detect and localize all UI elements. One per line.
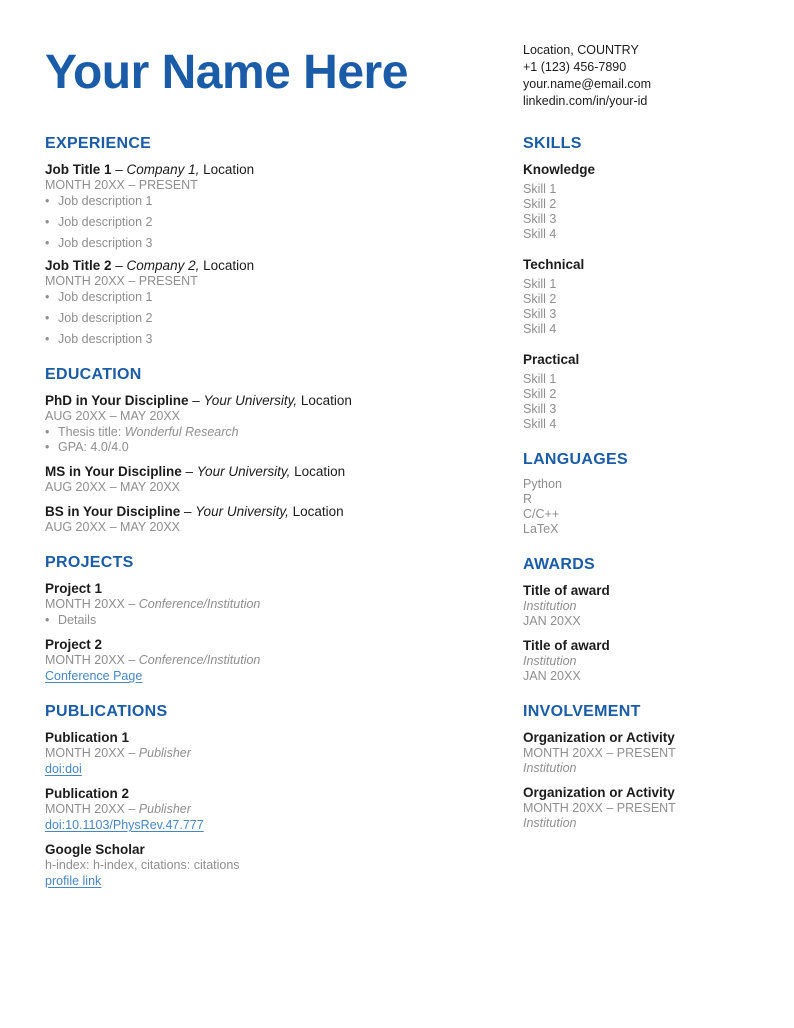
doi-link[interactable]: doi:10.1103/PhysRev.47.777 bbox=[45, 818, 204, 832]
list-item bbox=[45, 290, 460, 305]
job-title: Job Title 1 bbox=[45, 162, 112, 177]
job-bullet-list bbox=[45, 290, 460, 347]
degree-bullet-list bbox=[45, 425, 460, 455]
section-involvement bbox=[523, 702, 760, 831]
project-title: Project 1 bbox=[45, 581, 103, 596]
involvement-dates: MONTH 20XX – PRESENT bbox=[523, 801, 676, 815]
skill-item: Skill 1 bbox=[523, 372, 557, 386]
skill-item: Skill 1 bbox=[523, 277, 557, 291]
award-title-line bbox=[523, 637, 760, 654]
title-separator: – bbox=[181, 464, 197, 479]
skill-item: Skill 4 bbox=[523, 227, 557, 241]
section-languages bbox=[523, 450, 760, 537]
conference-page-link[interactable]: Conference Page bbox=[45, 669, 143, 683]
job-description: Job description 2 bbox=[58, 311, 153, 325]
job-title: Job Title 2 bbox=[45, 258, 112, 273]
bullet-icon: • bbox=[45, 215, 50, 229]
job-description: Job description 1 bbox=[58, 290, 153, 304]
publication-title-line bbox=[45, 785, 460, 802]
section-publications bbox=[45, 702, 460, 889]
link-line bbox=[45, 668, 460, 684]
skill-item: Skill 2 bbox=[523, 197, 557, 211]
skill-item: Skill 4 bbox=[523, 322, 557, 336]
degree-location: Location bbox=[297, 393, 352, 408]
doi-link[interactable]: doi:doi bbox=[45, 762, 82, 776]
project-dates: MONTH 20XX – bbox=[45, 597, 139, 611]
thesis-label: Thesis title: bbox=[58, 425, 125, 439]
degree-location: Location bbox=[290, 464, 346, 479]
scholar-title: Google Scholar bbox=[45, 842, 145, 857]
skill-group bbox=[523, 161, 760, 242]
degree-title: MS in Your Discipline bbox=[45, 464, 182, 479]
project-title-line bbox=[45, 636, 460, 653]
content-columns bbox=[45, 134, 760, 897]
involvement-dates: MONTH 20XX – PRESENT bbox=[523, 746, 676, 760]
contact-phone: +1 (123) 456-7890 bbox=[523, 60, 627, 74]
job-location: Location bbox=[199, 258, 255, 273]
page-title: Your Name Here bbox=[45, 46, 408, 99]
publication-title: Publication 1 bbox=[45, 730, 130, 745]
right-column bbox=[523, 134, 760, 897]
project-detail: Details bbox=[58, 613, 97, 627]
award-title: Title of award bbox=[523, 638, 610, 653]
link-line bbox=[45, 761, 460, 777]
award-entry bbox=[523, 637, 760, 684]
job-description: Job description 3 bbox=[58, 236, 153, 250]
project-venue: Conference/Institution bbox=[138, 653, 261, 667]
gpa-value: GPA: 4.0/4.0 bbox=[58, 440, 129, 454]
publication-entry bbox=[45, 729, 460, 777]
award-date: JAN 20XX bbox=[523, 614, 581, 628]
award-title-line bbox=[523, 582, 760, 599]
degree-dates: AUG 20XX – MAY 20XX bbox=[45, 480, 181, 494]
project-title: Project 2 bbox=[45, 637, 103, 652]
publication-publisher: Publisher bbox=[138, 802, 191, 816]
section-skills bbox=[523, 134, 760, 432]
skill-item: Skill 1 bbox=[523, 182, 557, 196]
degree-title-line bbox=[45, 392, 460, 409]
publication-meta bbox=[45, 802, 460, 817]
degree-university: Your University, bbox=[203, 393, 298, 408]
publications-heading: PUBLICATIONS bbox=[45, 703, 168, 720]
contact-linkedin: linkedin.com/in/your-id bbox=[523, 94, 648, 108]
bullet-icon: • bbox=[45, 332, 50, 346]
experience-heading: EXPERIENCE bbox=[45, 135, 152, 152]
bullet-icon: • bbox=[45, 425, 50, 439]
degree-entry bbox=[45, 503, 460, 535]
language-item: Python bbox=[523, 477, 562, 491]
involvement-heading: INVOLVEMENT bbox=[523, 703, 641, 720]
link-line bbox=[45, 817, 460, 833]
section-experience bbox=[45, 134, 460, 347]
title-separator: – bbox=[111, 258, 127, 273]
languages-heading: LANGUAGES bbox=[523, 451, 628, 468]
degree-location: Location bbox=[288, 504, 344, 519]
project-title-line bbox=[45, 580, 460, 597]
skill-group-name: Technical bbox=[523, 257, 585, 272]
section-education bbox=[45, 365, 460, 535]
skill-item: Skill 3 bbox=[523, 212, 557, 226]
project-dates: MONTH 20XX – bbox=[45, 653, 139, 667]
list-item bbox=[45, 311, 460, 326]
skills-heading: SKILLS bbox=[523, 135, 582, 152]
involvement-institution: Institution bbox=[523, 761, 577, 775]
header bbox=[45, 40, 760, 110]
involvement-title-line bbox=[523, 784, 760, 801]
list-item bbox=[45, 440, 460, 455]
degree-university: Your University, bbox=[195, 504, 289, 519]
degree-title: BS in Your Discipline bbox=[45, 504, 181, 519]
publication-entry bbox=[45, 785, 460, 833]
awards-heading: AWARDS bbox=[523, 556, 596, 573]
title-separator: – bbox=[111, 162, 127, 177]
degree-dates: AUG 20XX – MAY 20XX bbox=[45, 409, 181, 423]
job-description: Job description 3 bbox=[58, 332, 153, 346]
skill-group bbox=[523, 256, 760, 337]
publication-dates: MONTH 20XX – bbox=[45, 746, 139, 760]
job-dates: MONTH 20XX – PRESENT bbox=[45, 178, 198, 192]
award-institution: Institution bbox=[523, 654, 577, 668]
publication-publisher: Publisher bbox=[138, 746, 191, 760]
degree-title: PhD in Your Discipline bbox=[45, 393, 189, 408]
project-entry bbox=[45, 636, 460, 684]
award-date: JAN 20XX bbox=[523, 669, 581, 683]
publication-title: Publication 2 bbox=[45, 786, 130, 801]
language-item: C/C++ bbox=[523, 507, 560, 521]
link-line bbox=[45, 873, 460, 889]
bullet-icon: • bbox=[45, 440, 50, 454]
bullet-icon: • bbox=[45, 236, 50, 250]
education-heading: EDUCATION bbox=[45, 366, 142, 383]
skill-group-name: Practical bbox=[523, 352, 580, 367]
involvement-entry bbox=[523, 729, 760, 776]
job-title-line bbox=[45, 161, 460, 178]
scholar-title-line bbox=[45, 841, 460, 858]
bullet-icon: • bbox=[45, 311, 50, 325]
scholar-stats: h-index: h-index, citations: citations bbox=[45, 858, 240, 872]
degree-entry bbox=[45, 392, 460, 455]
bullet-icon: • bbox=[45, 194, 50, 208]
project-entry bbox=[45, 580, 460, 628]
project-meta bbox=[45, 597, 460, 612]
title-separator: – bbox=[180, 504, 196, 519]
involvement-entry bbox=[523, 784, 760, 831]
projects-heading: PROJECTS bbox=[45, 554, 134, 571]
contact-email: your.name@email.com bbox=[523, 77, 652, 91]
list-item bbox=[45, 215, 460, 230]
project-bullet-list bbox=[45, 613, 460, 628]
degree-university: Your University, bbox=[196, 464, 291, 479]
job-description: Job description 2 bbox=[58, 215, 153, 229]
section-projects bbox=[45, 553, 460, 684]
list-item bbox=[45, 613, 460, 628]
skill-item: Skill 4 bbox=[523, 417, 557, 431]
skill-group bbox=[523, 351, 760, 432]
project-meta bbox=[45, 653, 460, 668]
left-column bbox=[45, 134, 460, 897]
skill-item: Skill 2 bbox=[523, 387, 557, 401]
skill-item: Skill 3 bbox=[523, 307, 557, 321]
contact-location: Location, COUNTRY bbox=[523, 43, 639, 57]
language-item: R bbox=[523, 492, 533, 506]
list-item bbox=[45, 194, 460, 209]
job-dates: MONTH 20XX – PRESENT bbox=[45, 274, 198, 288]
degree-entry bbox=[45, 463, 460, 495]
skill-item: Skill 3 bbox=[523, 402, 557, 416]
involvement-title-line bbox=[523, 729, 760, 746]
list-item bbox=[45, 332, 460, 347]
publication-title-line bbox=[45, 729, 460, 746]
title-separator: – bbox=[188, 393, 204, 408]
job-location: Location bbox=[199, 162, 255, 177]
award-title: Title of award bbox=[523, 583, 610, 598]
bullet-icon: • bbox=[45, 613, 50, 627]
bullet-icon: • bbox=[45, 290, 50, 304]
job-description: Job description 1 bbox=[58, 194, 153, 208]
skill-group-name: Knowledge bbox=[523, 162, 596, 177]
award-institution: Institution bbox=[523, 599, 577, 613]
list-item bbox=[45, 236, 460, 251]
degree-title-line bbox=[45, 463, 460, 480]
job-company: Company 1, bbox=[126, 162, 200, 177]
publication-dates: MONTH 20XX – bbox=[45, 802, 139, 816]
degree-dates: AUG 20XX – MAY 20XX bbox=[45, 520, 181, 534]
job-title-line bbox=[45, 257, 460, 274]
job-company: Company 2, bbox=[126, 258, 200, 273]
involvement-title: Organization or Activity bbox=[523, 785, 675, 800]
degree-title-line bbox=[45, 503, 460, 520]
skill-item: Skill 2 bbox=[523, 292, 557, 306]
contact-block bbox=[523, 40, 760, 110]
thesis-title: Wonderful Research bbox=[124, 425, 239, 439]
involvement-title: Organization or Activity bbox=[523, 730, 675, 745]
language-item: LaTeX bbox=[523, 522, 559, 536]
project-venue: Conference/Institution bbox=[138, 597, 261, 611]
job-entry bbox=[45, 257, 460, 347]
job-entry bbox=[45, 161, 460, 251]
job-bullet-list bbox=[45, 194, 460, 251]
scholar-entry bbox=[45, 841, 460, 889]
scholar-profile-link[interactable]: profile link bbox=[45, 874, 102, 888]
involvement-institution: Institution bbox=[523, 816, 577, 830]
award-entry bbox=[523, 582, 760, 629]
section-awards bbox=[523, 555, 760, 684]
publication-meta bbox=[45, 746, 460, 761]
list-item bbox=[45, 425, 460, 440]
